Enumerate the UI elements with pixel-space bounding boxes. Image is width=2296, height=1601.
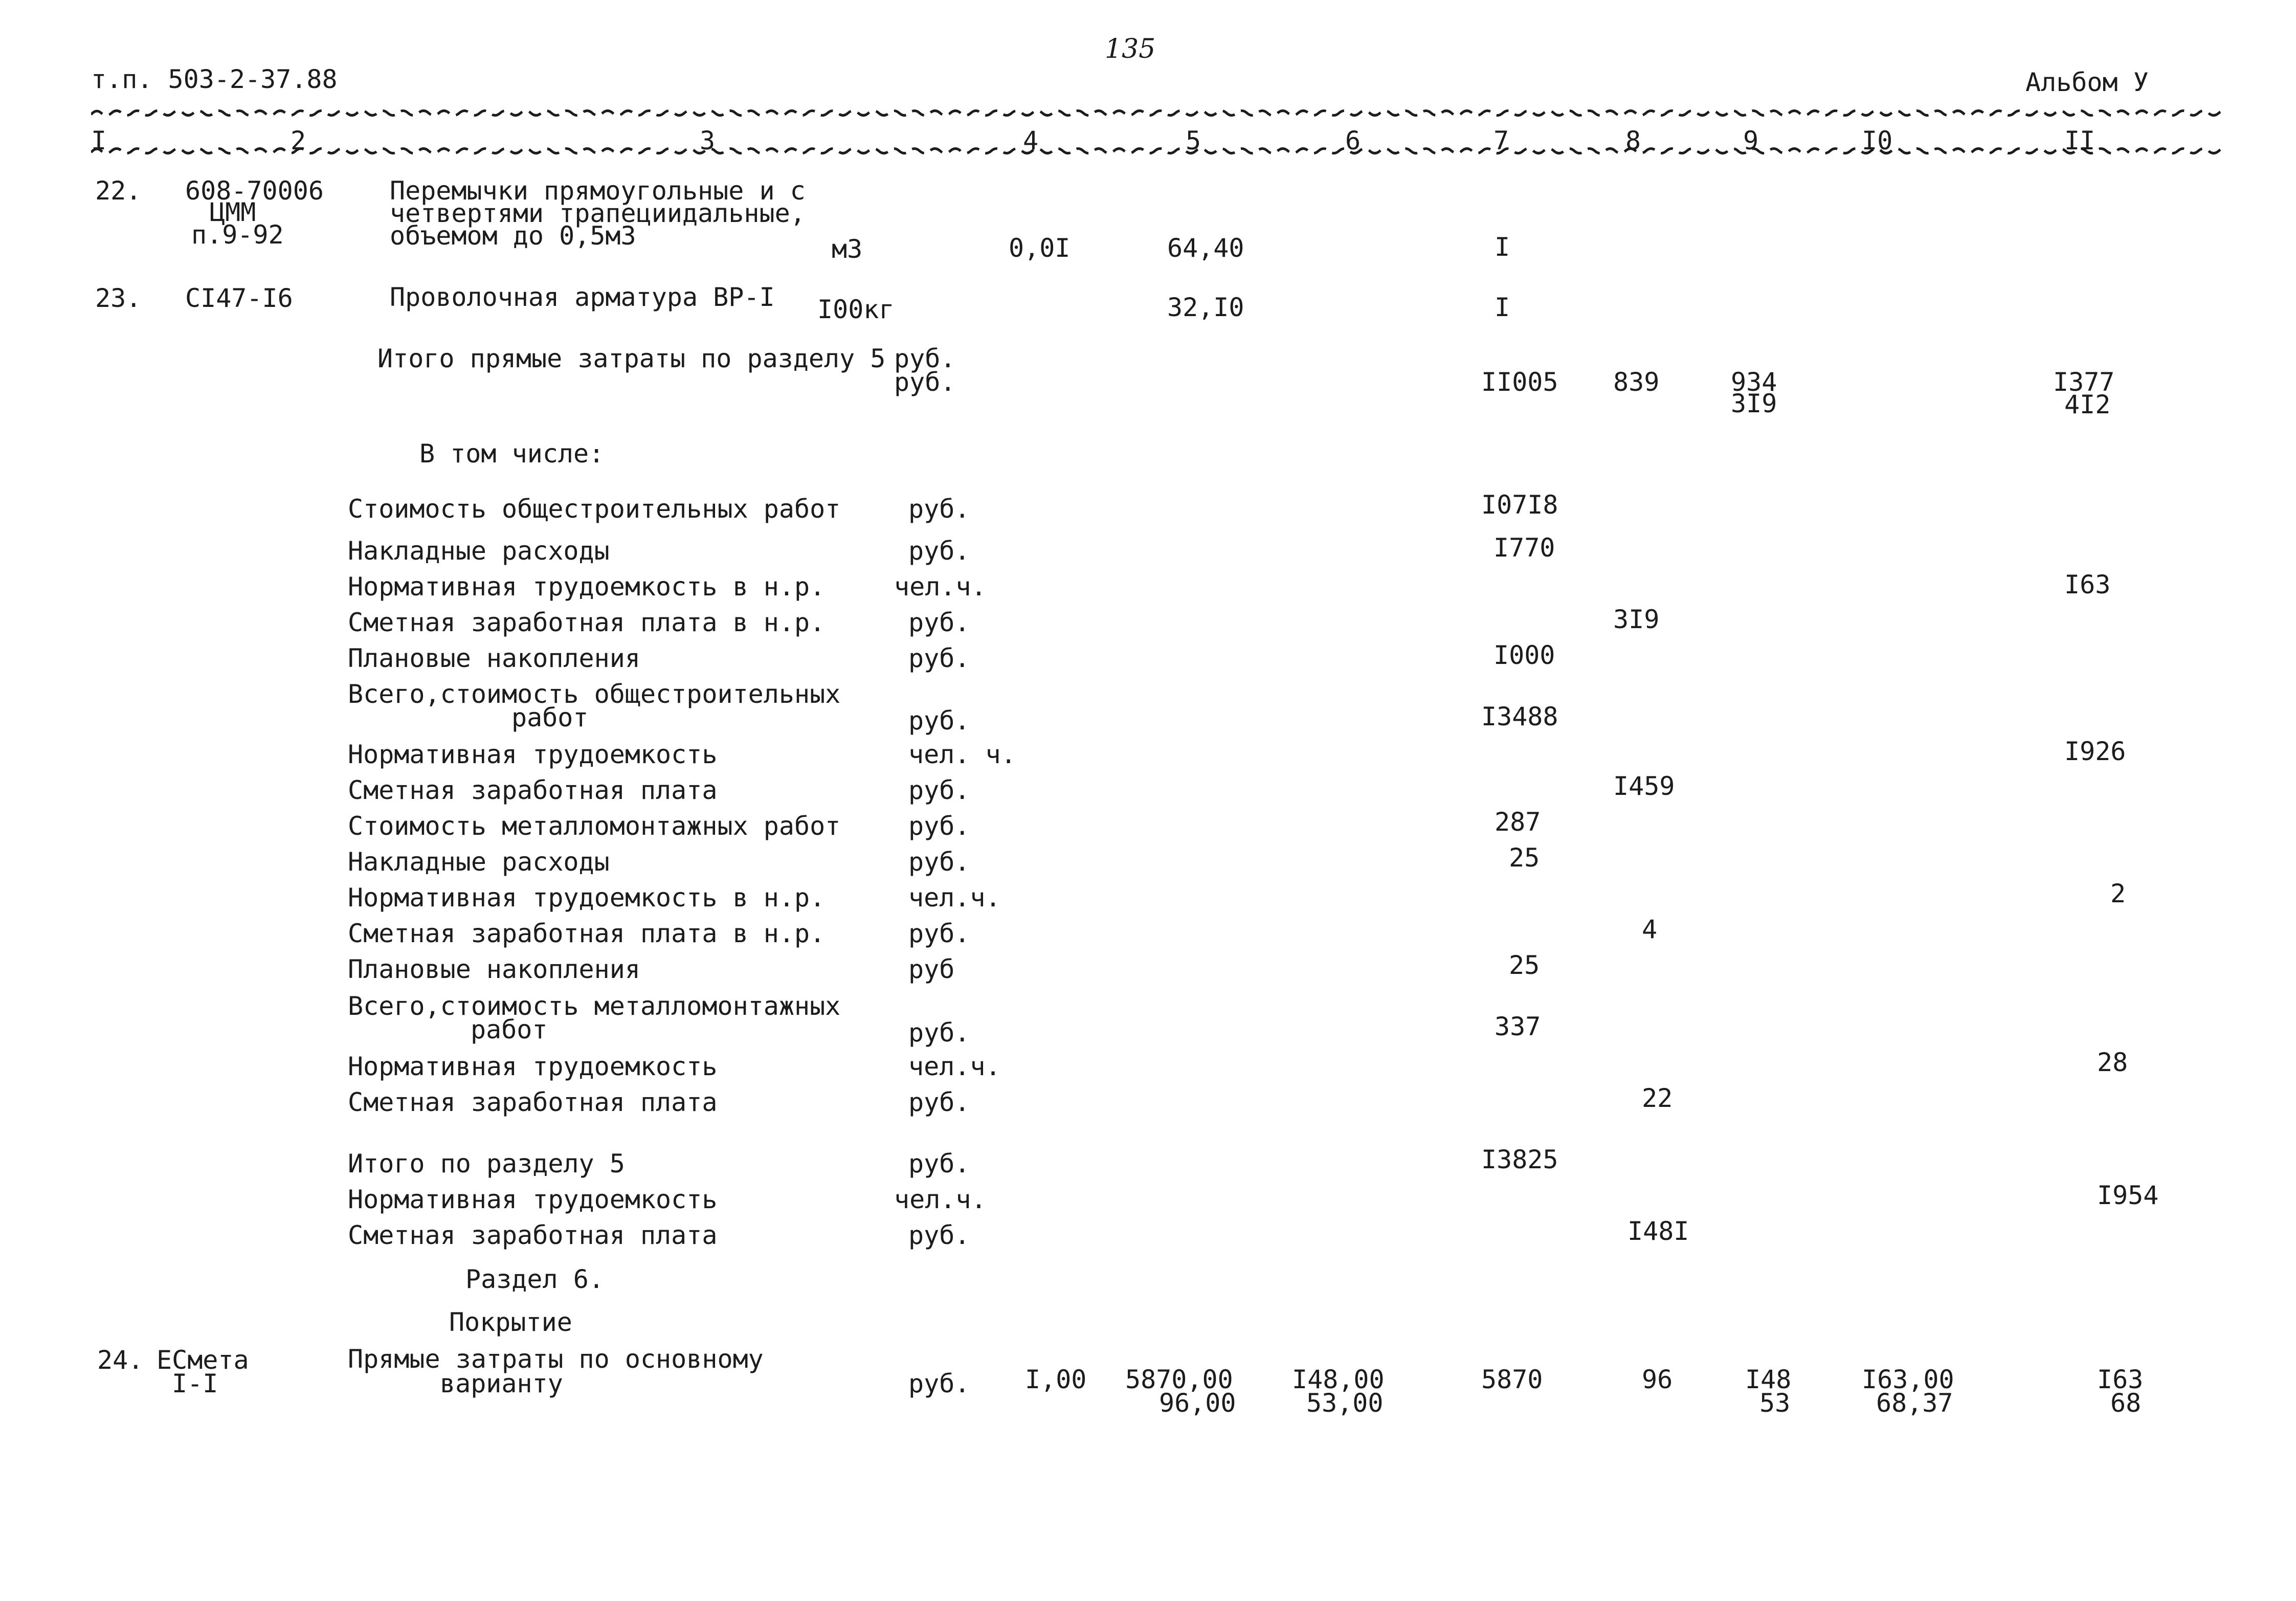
line-label-15: Сметная заработная плата (348, 1087, 718, 1117)
line-label-3: Сметная заработная плата в н.р. (348, 608, 826, 637)
row-22-code-2: ЦММ (210, 197, 256, 227)
column-header-2: 2 (291, 126, 306, 155)
line-col8-15: 22 (1642, 1083, 1673, 1113)
line-label-13b: работ (471, 1015, 548, 1044)
column-header-1: I (91, 126, 107, 155)
row-24-col11-1: I63 (2097, 1365, 2144, 1394)
row-24-code-2: I-I (172, 1369, 218, 1398)
row-23-code: СI47-I6 (185, 283, 293, 313)
row-23-col5: 32,I0 (1167, 293, 1244, 322)
line-label-2: Нормативная трудоемкость в н.р. (348, 572, 826, 602)
row-24-col8: 96 (1642, 1365, 1673, 1394)
line-label-11: Сметная заработная плата в н.р. (348, 919, 826, 948)
direct-costs-total-label: Итого прямые затраты по разделу 5 (377, 344, 886, 373)
line-col8-3: 3I9 (1613, 605, 1660, 634)
row-23-number: 23. (95, 283, 142, 313)
row-22-col7: I (1495, 232, 1510, 262)
line-label-1: Накладные расходы (348, 536, 610, 566)
line-col8-11: 4 (1642, 915, 1658, 944)
line-col7-12: 25 (1509, 950, 1540, 980)
row-24-number: 24. (97, 1345, 144, 1375)
direct-costs-unit-1: руб. (894, 344, 956, 373)
line-col7-8: 287 (1495, 807, 1541, 837)
line-unit-0: руб. (908, 494, 970, 524)
column-header-3: 3 (700, 126, 716, 155)
line-unit-2: чел.ч. (894, 572, 987, 602)
line-unit-12: руб (908, 954, 955, 984)
line-unit-1: руб. (908, 536, 970, 566)
line-unit-8: руб. (908, 811, 970, 841)
row-24-col10-2: 68,37 (1876, 1388, 1953, 1418)
line-unit-18: руб. (908, 1220, 970, 1250)
row-24-col6-2: 53,00 (1306, 1388, 1384, 1418)
line-label-12: Плановые накопления (348, 954, 640, 984)
line-col8-7: I459 (1613, 771, 1675, 801)
row-22-code-1: 608-70006 (185, 176, 324, 206)
line-label-10: Нормативная трудоемкость в н.р. (348, 883, 826, 913)
line-label-16: Итого по разделу 5 (348, 1149, 625, 1178)
document-code: т.п. 503-2-37.88 (91, 64, 338, 94)
line-label-18: Сметная заработная плата (348, 1220, 718, 1250)
line-col7-13: 337 (1495, 1012, 1541, 1041)
line-label-14: Нормативная трудоемкость (348, 1052, 718, 1081)
column-header-11: II (2064, 126, 2096, 155)
line-label-17: Нормативная трудоемкость (348, 1185, 718, 1214)
line-unit-17: чел.ч. (894, 1185, 987, 1214)
line-unit-5: руб. (908, 706, 970, 736)
line-label-8: Стоимость металломонтажных работ (348, 811, 841, 841)
row-22-name-3: объемом до 0,5м3 (390, 221, 636, 251)
row-24-code-1: ЕСмета (157, 1345, 249, 1375)
line-unit-14: чел.ч. (908, 1052, 1001, 1081)
line-col7-0: I07I8 (1481, 490, 1558, 520)
line-col11-14: 28 (2097, 1048, 2128, 1077)
wavy-line-path (91, 149, 2224, 153)
section-6-subtitle: Покрытие (449, 1307, 572, 1337)
line-unit-7: руб. (908, 775, 970, 805)
column-header-6: 6 (1345, 126, 1361, 155)
row-23-name: Проволочная арматура ВР-I (390, 282, 775, 312)
album-label: Альбом У (2025, 68, 2149, 97)
row-22-col5: 64,40 (1167, 233, 1244, 263)
line-col11-10: 2 (2110, 879, 2126, 908)
line-unit-9: руб. (908, 847, 970, 877)
row-24-col7: 5870 (1481, 1365, 1543, 1394)
column-header-7: 7 (1493, 126, 1509, 155)
line-label-0: Стоимость общестроительных работ (348, 494, 841, 524)
line-label-9: Накладные расходы (348, 847, 610, 877)
row-22-code-3: п.9-92 (191, 220, 284, 250)
line-col7-5: I3488 (1481, 702, 1558, 731)
row-24-col5-2: 96,00 (1159, 1388, 1236, 1418)
line-label-7: Сметная заработная плата (348, 775, 718, 805)
line-label-13a: Всего,стоимость металломонтажных (348, 991, 841, 1021)
row-22-col4: 0,0I (1009, 233, 1071, 263)
wavy-separator-top (91, 106, 2224, 120)
wavy-separator-columns (91, 144, 2224, 158)
line-label-4: Плановые накопления (348, 643, 640, 673)
row-24-col9-1: I48 (1745, 1365, 1792, 1394)
line-col7-1: I770 (1493, 533, 1555, 563)
row-24-col9-2: 53 (1759, 1388, 1791, 1418)
direct-costs-unit-2: руб. (894, 367, 956, 397)
row-23-col7: I (1495, 293, 1510, 322)
page-number: 135 (1105, 34, 1156, 64)
column-header-10: I0 (1862, 126, 1893, 155)
row-24-col6-1: I48,00 (1292, 1365, 1385, 1394)
row-24-col10-1: I63,00 (1862, 1365, 1954, 1394)
row-24-col4: I,00 (1025, 1365, 1087, 1394)
direct-costs-col7: II005 (1481, 367, 1558, 397)
row-22-name-1: Перемычки прямоугольные и с (390, 176, 806, 206)
column-header-5: 5 (1186, 126, 1201, 155)
line-col7-9: 25 (1509, 843, 1540, 873)
line-unit-15: руб. (908, 1087, 970, 1117)
column-header-4: 4 (1023, 126, 1039, 155)
column-header-9: 9 (1743, 126, 1759, 155)
line-unit-6: чел. ч. (908, 740, 1016, 769)
direct-costs-col9-2: 3I9 (1731, 389, 1777, 418)
line-unit-4: руб. (908, 643, 970, 673)
row-22-number: 22. (95, 176, 142, 206)
line-col7-4: I000 (1493, 640, 1555, 670)
row-24-name-2: варианту (440, 1369, 563, 1398)
line-col11-17: I954 (2097, 1181, 2159, 1210)
direct-costs-col9-1: 934 (1731, 367, 1777, 397)
line-col11-2: I63 (2064, 570, 2111, 599)
direct-costs-col11-1: I377 (2053, 367, 2115, 397)
line-unit-16: руб. (908, 1149, 970, 1178)
line-col11-6: I926 (2064, 737, 2126, 766)
row-24-name-1: Прямые затраты по основному (348, 1344, 764, 1374)
row-24-col5-1: 5870,00 (1125, 1365, 1233, 1394)
line-unit-13: руб. (908, 1018, 970, 1048)
section-6-title: Раздел 6. (465, 1264, 604, 1294)
row-23-unit: I00кг (817, 295, 895, 324)
direct-costs-col8: 839 (1613, 367, 1660, 397)
line-label-6: Нормативная трудоемкость (348, 740, 718, 769)
column-header-8: 8 (1625, 126, 1641, 155)
wavy-line-path (91, 111, 2224, 116)
row-24-col11-2: 68 (2110, 1388, 2142, 1418)
line-col7-16: I3825 (1481, 1145, 1558, 1174)
line-label-5b: работ (511, 703, 589, 732)
line-unit-10: чел.ч. (908, 883, 1001, 913)
row-24-unit: руб. (908, 1369, 970, 1398)
row-22-name-2: четвертями трапециидальные, (390, 198, 806, 228)
including-label: В том числе: (419, 439, 605, 469)
line-unit-11: руб. (908, 919, 970, 948)
line-col8-18: I48I (1628, 1216, 1689, 1246)
line-label-5a: Всего,стоимость общестроительных (348, 679, 841, 709)
row-22-unit: м3 (832, 234, 863, 264)
line-unit-3: руб. (908, 608, 970, 637)
direct-costs-col11-2: 4I2 (2064, 390, 2111, 419)
